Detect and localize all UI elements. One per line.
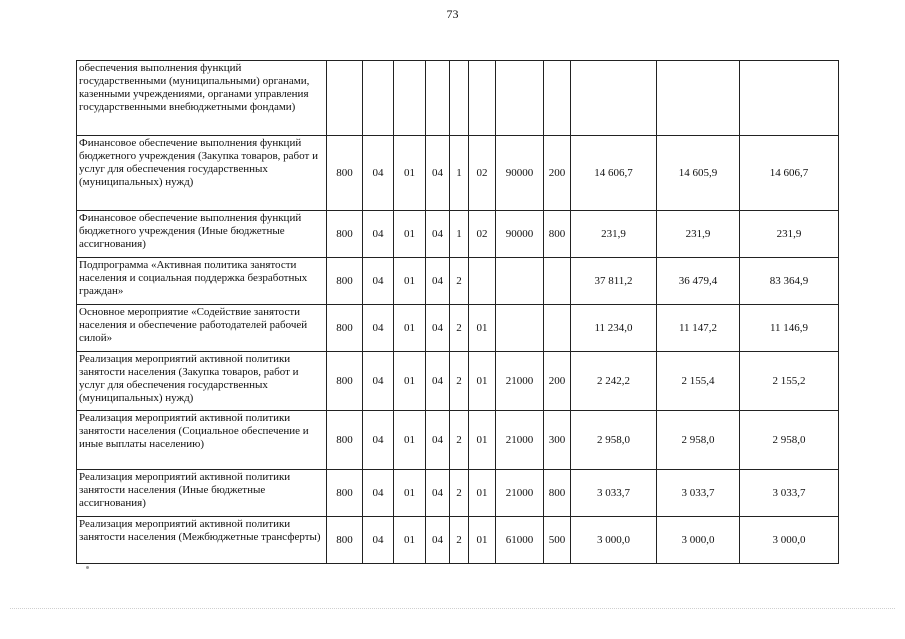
code-cell-section: 04 (363, 517, 394, 564)
code-cell-subprogram: 1 (450, 211, 469, 258)
code-cell-subsection: 01 (394, 352, 426, 411)
amount-cell-year-3: 3 000,0 (740, 517, 839, 564)
amount-cell-year-2: 36 479,4 (657, 258, 740, 305)
amount-cell-year-3: 2 958,0 (740, 411, 839, 470)
code-cell-subsection: 01 (394, 136, 426, 211)
code-cell-subprogram: 2 (450, 352, 469, 411)
table-row (77, 352, 839, 411)
amount-cell-year-1: 2 958,0 (571, 411, 657, 470)
empty-cell (426, 61, 450, 136)
budget-table (76, 60, 839, 564)
amount-cell-year-2: 14 605,9 (657, 136, 740, 211)
code-cell-expense-type: 800 (544, 211, 571, 258)
table-row (77, 258, 839, 305)
empty-cell (394, 61, 426, 136)
code-cell-expense-type (544, 305, 571, 352)
code-cell-expense-type: 500 (544, 517, 571, 564)
code-cell-program: 04 (426, 470, 450, 517)
empty-cell (450, 61, 469, 136)
code-cell-expense-type: 200 (544, 352, 571, 411)
amount-cell-year-1: 3 000,0 (571, 517, 657, 564)
code-cell-event: 01 (469, 517, 496, 564)
table-row-continuation (77, 61, 839, 136)
code-cell-direction (496, 258, 544, 305)
row-name: Реализация мероприятий активной политики занятости населения (Иные бюджетные ассигнования) (77, 470, 327, 517)
code-cell-event: 01 (469, 305, 496, 352)
code-cell-subprogram: 2 (450, 258, 469, 305)
row-name: Реализация мероприятий активной политики занятости населения (Межбюджетные трансферты) (77, 517, 327, 564)
table-row (77, 305, 839, 352)
code-cell-expense-type: 200 (544, 136, 571, 211)
code-cell-subprogram: 2 (450, 305, 469, 352)
code-cell-admin: 800 (327, 352, 363, 411)
table-row (77, 517, 839, 564)
amount-cell-year-1: 231,9 (571, 211, 657, 258)
code-cell-direction: 90000 (496, 136, 544, 211)
amount-cell-year-2: 2 155,4 (657, 352, 740, 411)
code-cell-direction: 21000 (496, 470, 544, 517)
code-cell-expense-type: 300 (544, 411, 571, 470)
code-cell-event: 01 (469, 470, 496, 517)
empty-cell (327, 61, 363, 136)
code-cell-direction: 90000 (496, 211, 544, 258)
code-cell-direction: 61000 (496, 517, 544, 564)
scan-speck (86, 566, 89, 569)
table-row (77, 470, 839, 517)
code-cell-admin: 800 (327, 258, 363, 305)
amount-cell-year-3: 11 146,9 (740, 305, 839, 352)
empty-cell (657, 61, 740, 136)
amount-cell-year-3: 2 155,2 (740, 352, 839, 411)
code-cell-section: 04 (363, 352, 394, 411)
code-cell-admin: 800 (327, 211, 363, 258)
row-name: Реализация мероприятий активной политики занятости населения (Закупка товаров, работ и услуг для обеспечения государственных (муниципальных) нужд) (77, 352, 327, 411)
code-cell-subprogram: 1 (450, 136, 469, 211)
code-cell-program: 04 (426, 517, 450, 564)
amount-cell-year-1: 11 234,0 (571, 305, 657, 352)
amount-cell-year-2: 11 147,2 (657, 305, 740, 352)
amount-cell-year-1: 14 606,7 (571, 136, 657, 211)
amount-cell-year-3: 231,9 (740, 211, 839, 258)
code-cell-section: 04 (363, 211, 394, 258)
amount-cell-year-3: 14 606,7 (740, 136, 839, 211)
code-cell-subsection: 01 (394, 470, 426, 517)
code-cell-event: 02 (469, 136, 496, 211)
code-cell-subprogram: 2 (450, 470, 469, 517)
amount-cell-year-1: 2 242,2 (571, 352, 657, 411)
code-cell-section: 04 (363, 305, 394, 352)
amount-cell-year-2: 2 958,0 (657, 411, 740, 470)
code-cell-subprogram: 2 (450, 411, 469, 470)
code-cell-direction: 21000 (496, 352, 544, 411)
scan-edge-line (10, 608, 895, 609)
page-number: 73 (446, 7, 459, 21)
code-cell-event: 02 (469, 211, 496, 258)
row-name: Основное мероприятие «Содействие занятости населения и обеспечение работодателей рабочей силой» (77, 305, 327, 352)
empty-cell (571, 61, 657, 136)
code-cell-admin: 800 (327, 411, 363, 470)
code-cell-subsection: 01 (394, 305, 426, 352)
code-cell-expense-type: 800 (544, 470, 571, 517)
code-cell-program: 04 (426, 136, 450, 211)
code-cell-program: 04 (426, 305, 450, 352)
code-cell-program: 04 (426, 211, 450, 258)
amount-cell-year-1: 3 033,7 (571, 470, 657, 517)
empty-cell (544, 61, 571, 136)
row-name: Финансовое обеспечение выполнения функций бюджетного учреждения (Закупка товаров, работ и услуг для обеспечения государственных (муниципальных) нужд) (77, 136, 327, 211)
amount-cell-year-2: 231,9 (657, 211, 740, 258)
row-name: Финансовое обеспечение выполнения функций бюджетного учреждения (Иные бюджетные ассигнования) (77, 211, 327, 258)
code-cell-section: 04 (363, 411, 394, 470)
code-cell-direction (496, 305, 544, 352)
code-cell-admin: 800 (327, 305, 363, 352)
code-cell-event: 01 (469, 352, 496, 411)
empty-cell (496, 61, 544, 136)
code-cell-subprogram: 2 (450, 517, 469, 564)
code-cell-subsection: 01 (394, 258, 426, 305)
empty-cell (740, 61, 839, 136)
code-cell-expense-type (544, 258, 571, 305)
row-name: Реализация мероприятий активной политики занятости населения (Социальное обеспечение и иные выплаты населению) (77, 411, 327, 470)
code-cell-section: 04 (363, 136, 394, 211)
code-cell-section: 04 (363, 470, 394, 517)
code-cell-admin: 800 (327, 517, 363, 564)
amount-cell-year-3: 83 364,9 (740, 258, 839, 305)
code-cell-event (469, 258, 496, 305)
code-cell-admin: 800 (327, 136, 363, 211)
amount-cell-year-2: 3 000,0 (657, 517, 740, 564)
code-cell-subsection: 01 (394, 517, 426, 564)
code-cell-section: 04 (363, 258, 394, 305)
empty-cell (363, 61, 394, 136)
table-row (77, 211, 839, 258)
code-cell-subsection: 01 (394, 211, 426, 258)
amount-cell-year-2: 3 033,7 (657, 470, 740, 517)
code-cell-program: 04 (426, 352, 450, 411)
code-cell-event: 01 (469, 411, 496, 470)
row-name: обеспечения выполнения функций государственными (муниципальными) органами, казенными учреждениями, органами управления государственными внебюджетными фондами) (77, 61, 327, 136)
row-name: Подпрограмма «Активная политика занятости населения и социальная поддержка безработных граждан» (77, 258, 327, 305)
amount-cell-year-3: 3 033,7 (740, 470, 839, 517)
amount-cell-year-1: 37 811,2 (571, 258, 657, 305)
table-row (77, 136, 839, 211)
code-cell-subsection: 01 (394, 411, 426, 470)
code-cell-program: 04 (426, 258, 450, 305)
code-cell-direction: 21000 (496, 411, 544, 470)
table-row (77, 411, 839, 470)
code-cell-program: 04 (426, 411, 450, 470)
code-cell-admin: 800 (327, 470, 363, 517)
empty-cell (469, 61, 496, 136)
